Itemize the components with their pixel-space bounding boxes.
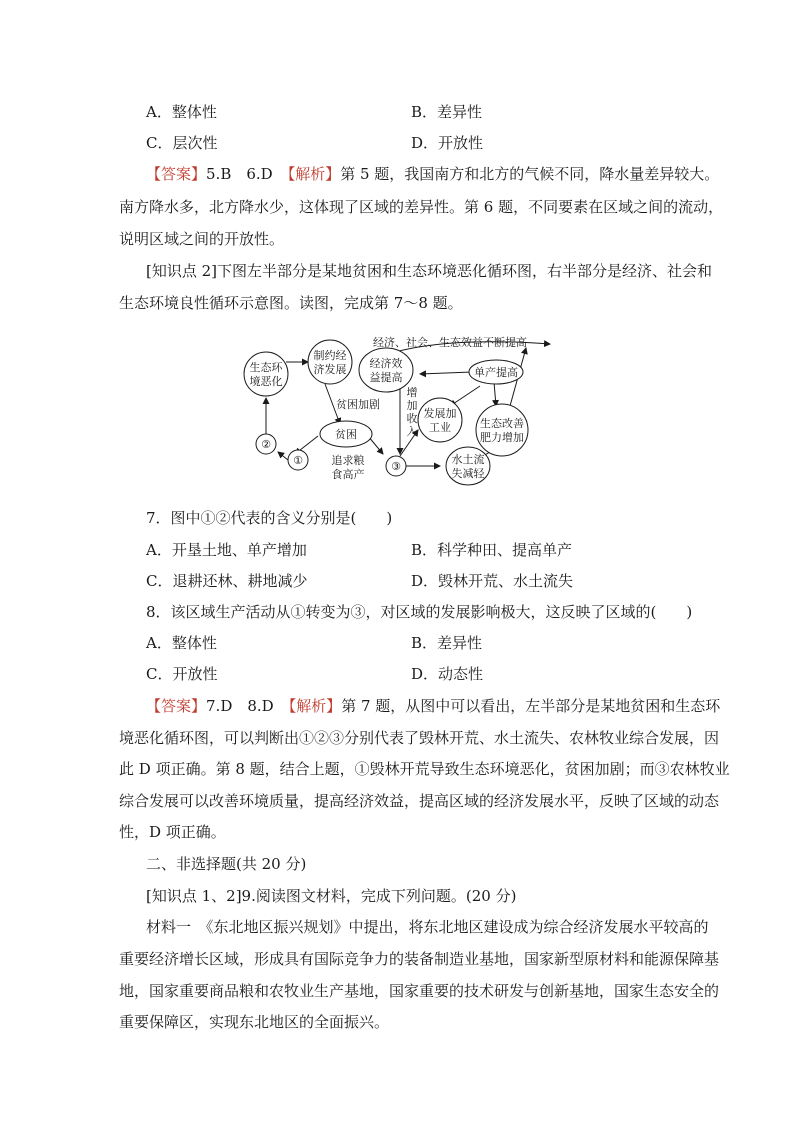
q7-option-b: B．科学种田、提高单产: [411, 541, 573, 559]
label-zengjia-3: 收: [406, 412, 418, 425]
label-jiaju: 贫困加剧: [336, 398, 380, 411]
intro-line-2: 生态环境良性循环示意图。读图，完成第 7～8 题。: [119, 294, 463, 312]
label-zhuiqiu-2: 食高产: [331, 468, 365, 481]
q8-option-b: B．差异性: [411, 634, 483, 652]
q7-option-d: D．毁林开荒、水土流失: [411, 572, 574, 590]
q5-option-c: C．层次性: [146, 134, 218, 152]
node-fazhan-2: 工业: [429, 421, 451, 434]
node-zhiyue-1: 制约经: [313, 349, 347, 362]
answer-tag: 【答案】: [146, 165, 207, 183]
node-zhiyue-2: 济发展: [313, 363, 347, 376]
material1-line-3: 地，国家重要商品粮和农牧业生产基地，国家重要的技术研发与创新基地，国家生态安全的: [119, 982, 720, 1000]
top-label: 经济、社会、生态效益不断提高: [373, 336, 527, 349]
node-shuitu-1: 水土流: [451, 453, 485, 466]
material1-line-1: 材料一 《东北地区振兴规划》中提出，将东北地区建设成为综合经济发展水平较高的: [146, 918, 709, 936]
node-jingji-1: 经济效: [369, 357, 403, 370]
node-danchan: 单产提高: [474, 366, 518, 379]
node-fazhan-1: 发展加: [423, 407, 457, 420]
answer-values: 5.B 6.D: [206, 165, 288, 183]
node-pinkun: 贫困: [335, 428, 357, 441]
analysis-tag: 【解析】: [288, 697, 342, 715]
q5-option-a: A．整体性: [146, 103, 217, 121]
circle-1: ①: [293, 454, 303, 467]
q9-stem: [知识点 1、2]9.阅读图文材料，完成下列问题。(20 分): [146, 887, 517, 905]
label-zengjia-1: 增: [406, 386, 418, 399]
label-zhuiqiu-1: 追求粮: [331, 454, 365, 467]
analysis-text: 第 7 题，从图中可以看出，左半部分是某地贫困和生态环: [341, 697, 721, 715]
node-shengtai-2: 境恶化: [249, 375, 283, 388]
analysis-text: 第 5 题，我国南方和北方的气候不同，降水量差异较大。: [340, 165, 720, 183]
q7-option-a: A．开垦土地、单产增加: [146, 541, 307, 559]
circle-2: ②: [261, 438, 271, 451]
q5-option-b: B．差异性: [411, 103, 483, 121]
analysis2-line-2: 境恶化循环图，可以判断出①②③分别代表了毁林开荒、水土流失、农林牧业综合发展，因: [119, 729, 720, 747]
node-shuitu-2: 失减轻: [451, 467, 485, 480]
analysis2-line-4: 综合发展可以改善环境质量，提高经济效益，提高区域的经济发展水平，反映了区域的动态: [119, 792, 720, 810]
analysis2-line-5: 性，D 项正确。: [119, 823, 226, 841]
q7-option-c: C．退耕还林、耕地减少: [146, 572, 308, 590]
q7-stem: 7．图中①②代表的含义分别是( ): [146, 509, 393, 527]
answer-values: 7.D 8.D: [206, 697, 289, 715]
node-jingji-2: 益提高: [369, 371, 403, 384]
cycle-diagram: [240, 326, 560, 498]
q8-option-a: A．整体性: [146, 634, 217, 652]
intro-line-1: [知识点 2]下图左半部分是某地贫困和生态环境恶化循环图，右半部分是经济、社会和: [146, 262, 713, 280]
analysis-line-2: 南方降水多，北方降水少，这体现了区域的差异性。第 6 题，不同要素在区域之间的流动，: [119, 198, 724, 216]
material1-line-2: 重要经济增长区域，形成具有国际竞争力的装备制造业基地，国家新型原材料和能源保障基: [119, 950, 720, 968]
analysis-line-3: 说明区域之间的开放性。: [119, 230, 285, 248]
node-shengtai-1: 生态环: [249, 361, 283, 374]
label-zengjia-4: 入: [406, 425, 418, 438]
circle-3: ③: [391, 460, 401, 473]
node-gaishan-2: 肥力增加: [480, 431, 524, 444]
material1-line-4: 重要保障区，实现东北地区的全面振兴。: [119, 1013, 390, 1031]
label-zengjia-2: 加: [406, 399, 418, 412]
answer-block-1: [146, 164, 719, 184]
analysis2-line-3: 此 D 项正确。第 8 题，结合上题，①毁林开荒导致生态环境恶化，贫困加剧；而③农林牧业: [119, 760, 730, 778]
q8-option-d: D．动态性: [411, 665, 484, 683]
node-gaishan-1: 生态改善: [480, 417, 524, 430]
answer-tag: 【答案】: [146, 697, 207, 715]
answer-block-2: [146, 696, 720, 716]
analysis-tag: 【解析】: [287, 165, 341, 183]
q8-stem: 8．该区域生产活动从①转变为③，对区域的发展影响极大，这反映了区域的( ): [146, 603, 693, 621]
q5-option-d: D．开放性: [411, 134, 484, 152]
q8-option-c: C．开放性: [146, 665, 218, 683]
section-heading: 二、非选择题(共 20 分): [146, 855, 307, 873]
